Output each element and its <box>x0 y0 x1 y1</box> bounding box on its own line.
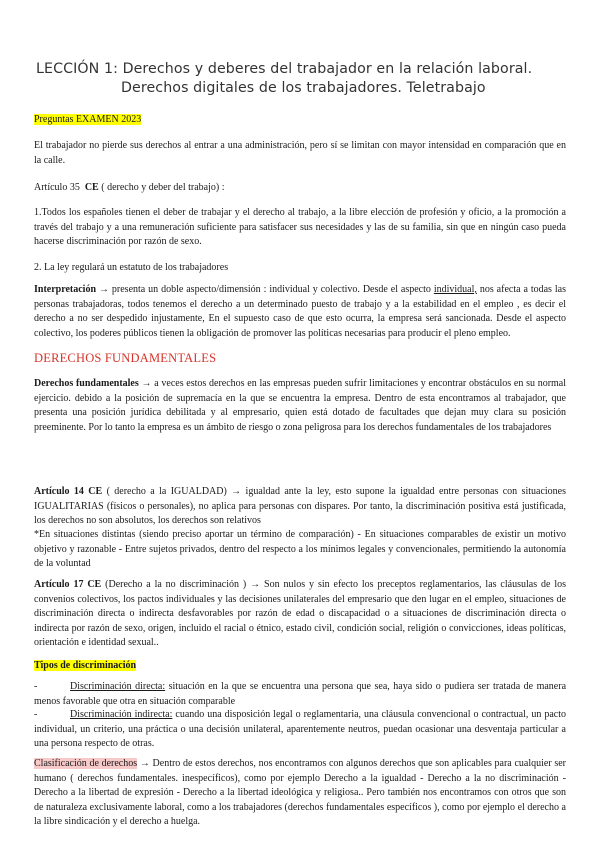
interpretation-pre: presenta un doble aspecto/dimensión : individual y colectivo. Desde el aspecto <box>111 284 431 295</box>
art35-heading <box>34 181 566 196</box>
direct-discrimination-item <box>34 680 566 709</box>
lesson-title-line-1: LECCIÓN 1: Derechos y deberes del trabajador en la relación laboral. <box>36 61 533 77</box>
lesson-title-line-2: Derechos digitales de los trabajadores. Teletrabajo <box>121 80 486 96</box>
art35-point-2: 2. La ley regulará un estatuto de los trabajadores <box>34 262 229 273</box>
art14-text: ( derecho a la IGUALDAD) → igualdad ante la ley, esto supone la igualdad entre personas con situaciones IGUALITARIAS (físicos o personales), no aplica para personas con dispares. Por tanto, la discriminación positiva está justificada, los derechos no son absolutos, los derechos son relativos <box>34 486 566 527</box>
interpretation-underlined: individual, <box>433 284 477 295</box>
art17-paragraph <box>34 578 566 651</box>
art35-desc: ( derecho y deber del trabajo) : <box>101 182 225 193</box>
section-heading: DERECHOS FUNDAMENTALES <box>34 351 217 365</box>
art35-label: Artículo 35 <box>34 182 80 193</box>
art14-paragraph <box>34 485 566 529</box>
art35-ce: CE <box>84 182 99 193</box>
direct-discrimination-text: situación en la que se encuentra una persona que sea, haya sido o pudiera ser tratada de manera menos favorable que otra en situación comparable <box>34 681 567 707</box>
art17-term: Artículo 17 CE <box>34 579 102 590</box>
art14-note: *En situaciones distintas (siendo preciso aportar un término de comparación) - En situaciones comparables de existir un motivo objetivo y razonable - Entre sujetos privados, dentro del respecto a los mínimos legales y convencionales, permitiendo la autonomía de la voluntad <box>34 529 566 570</box>
interpretation-post: nos afecta a todas las personas trabajadoras, todos tenemos el derecho a un determinado puesto de trabajo y a la estabilidad en el empleo , es decir el derecho a no ser despedido injustamente, En el supuesto caso de que esto ocurra, la empresa será sancionada. Desde el aspecto colectivo, los poderes públicos tienen la obligación de promover las políticas necesarias para producir el pleno empleo. <box>34 284 566 339</box>
exam-tag: Preguntas EXAMEN 2023 <box>34 114 142 125</box>
fundamental-rights-paragraph <box>34 377 566 435</box>
art14-term: Artículo 14 CE <box>34 486 103 497</box>
intro-paragraph: El trabajador no pierde sus derechos al entrar a una administración, pero sí se limitan con mayor intensidad en comparación que en la calle. <box>34 140 566 166</box>
exam-tag-line <box>34 113 566 128</box>
art35-point-1: 1.Todos los españoles tienen el deber de trabajar y el derecho al trabajo, a la libre elección de profesión y oficio, a la promoción a través del trabajo y a una remuneración suficiente para satisfacer sus necesidades y las de su familia, sin que en ningún caso pueda hacerse discriminación por razón de sexo. <box>34 207 566 248</box>
bullet-dash: - <box>34 681 38 692</box>
indirect-discrimination-term: Discriminación indirecta: <box>70 709 173 720</box>
classification-text: → Dentro de estos derechos, nos encontramos con algunos derechos que son aplicables para cualquier ser humano ( derechos fundamentales. inespecíficos), como por ejemplo Derecho a la igualdad - Derecho a la no discriminación - Derecho a la libertad de expresión - Derecho a la libertad ideológica y religiosa.. Pero también nos encontramos con otros que son de naturaleza exclusivamente laboral, como a los trabajadores (derechos fundamentales específicos ), como por ejemplo el derecho a la libre sindicación y el derecho a huelga. <box>34 758 567 828</box>
discrimination-types-heading: Tipos de discriminación <box>34 660 137 671</box>
direct-discrimination-term: Discriminación directa: <box>70 681 166 692</box>
classification-paragraph <box>34 757 566 830</box>
lesson-title <box>36 60 576 98</box>
bullet-dash: - <box>34 709 38 720</box>
indirect-discrimination-item <box>34 708 566 752</box>
art17-text: (Derecho a la no discriminación ) → Son nulos y sin efecto los preceptos reglamentarios, las cláusulas de los convenios colectivos, los pactos individuales y las decisiones unilaterales del empresario que den lugar en el empleo, situaciones de discriminación directa o indirecta desfavorables por razón de edad o discapacidad o a situaciones de discriminación directa o indirecta por razón de sexo, origen, incluido el racial o étnico, estado civil, condición social, religión o convicciones, ideas políticas, orientación e identidad sexual.. <box>34 579 566 649</box>
interpretation-paragraph <box>34 283 566 341</box>
fundamental-rights-term: Derechos fundamentales <box>34 378 139 389</box>
interpretation-term: Interpretación <box>34 284 97 295</box>
fundamental-rights-text: → a veces estos derechos en las empresas pueden sufrir limitaciones y encontrar obstáculos en su normal ejercicio. debido a la posición de supremacía en la que se encuentra la empresa. Dentro de esta encontramos al trabajador, que presenta una posición jurídica debilitada y al empresario, quien está dotado de facultades que dejan muy clara su posición preeminente. Por lo tanto la empresa es un ámbito de riesgo o zona peligrosa para los derechos fundamentales de los trabajadores <box>34 378 567 433</box>
interpretation-arrow: → <box>98 284 109 295</box>
indirect-discrimination-text: cuando una disposición legal o reglamentaria, una cláusula convencional o contractual, un pacto individual, un criterio, una práctica o una decisión unilateral, aparentemente neutros, puedan ocasionar una desventaja particular a una persona respecto de otras. <box>34 709 566 750</box>
classification-term: Clasificación de derechos <box>34 758 138 769</box>
discrimination-types-heading-line <box>34 659 566 674</box>
